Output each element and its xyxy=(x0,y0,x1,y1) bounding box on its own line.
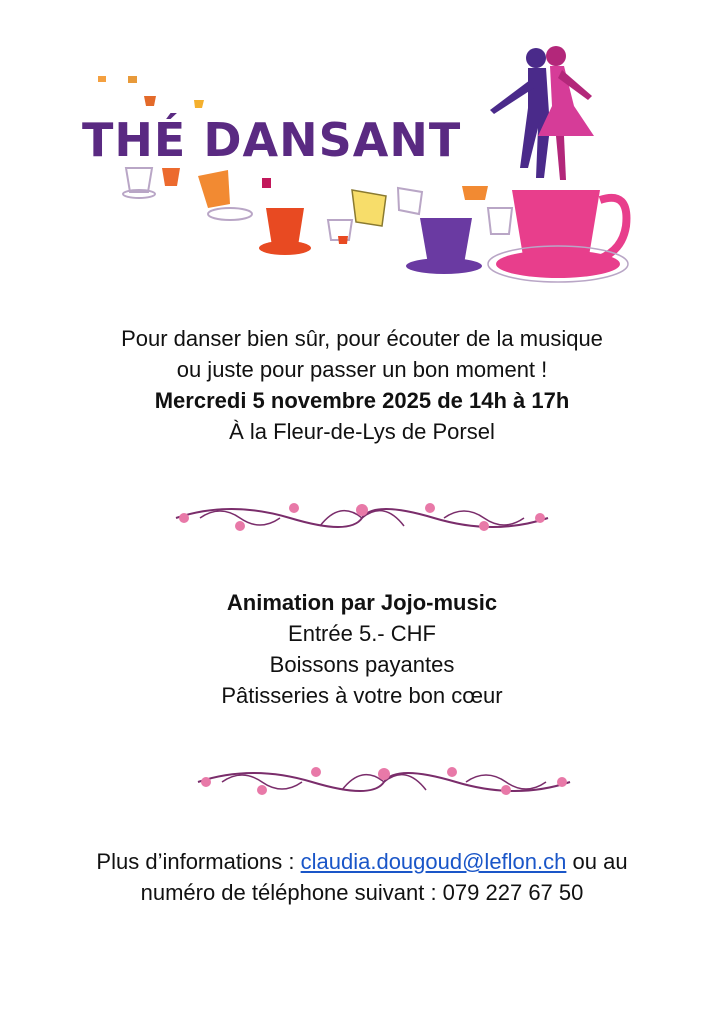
small-cup-icon xyxy=(98,76,204,108)
flying-cups-row xyxy=(123,168,512,274)
event-location: À la Fleur-de-Lys de Porsel xyxy=(229,419,495,444)
contact-suffix: ou au xyxy=(566,849,628,874)
event-title: THÉ DANSANT xyxy=(82,113,462,167)
intro-line-1: Pour danser bien sûr, pour écouter de la musique xyxy=(121,326,603,351)
entry-price: Entrée 5.- CHF xyxy=(288,621,436,646)
drinks-info: Boissons payantes xyxy=(269,652,455,677)
intro-line-2: ou juste pour passer un bon moment ! xyxy=(176,357,548,382)
pastries-info: Pâtisseries à votre bon cœur xyxy=(221,683,503,708)
event-date: Mercredi 5 novembre 2025 de 14h à 17h xyxy=(154,388,570,413)
contact-line-1 xyxy=(0,846,724,877)
big-pink-cup-icon xyxy=(488,190,628,282)
dancing-couple-icon xyxy=(490,46,594,180)
details-section xyxy=(0,587,724,711)
floral-divider-icon xyxy=(170,496,554,540)
contact-section xyxy=(0,846,724,908)
animation-info: Animation par Jojo-music xyxy=(226,590,498,615)
email-link[interactable]: claudia.dougoud@leflon.ch xyxy=(300,849,567,874)
floral-divider-icon xyxy=(192,760,576,804)
contact-phone-line: numéro de téléphone suivant : 079 227 67 50 xyxy=(140,880,584,905)
intro-section xyxy=(0,323,724,447)
contact-prefix: Plus d’informations : xyxy=(96,849,301,874)
